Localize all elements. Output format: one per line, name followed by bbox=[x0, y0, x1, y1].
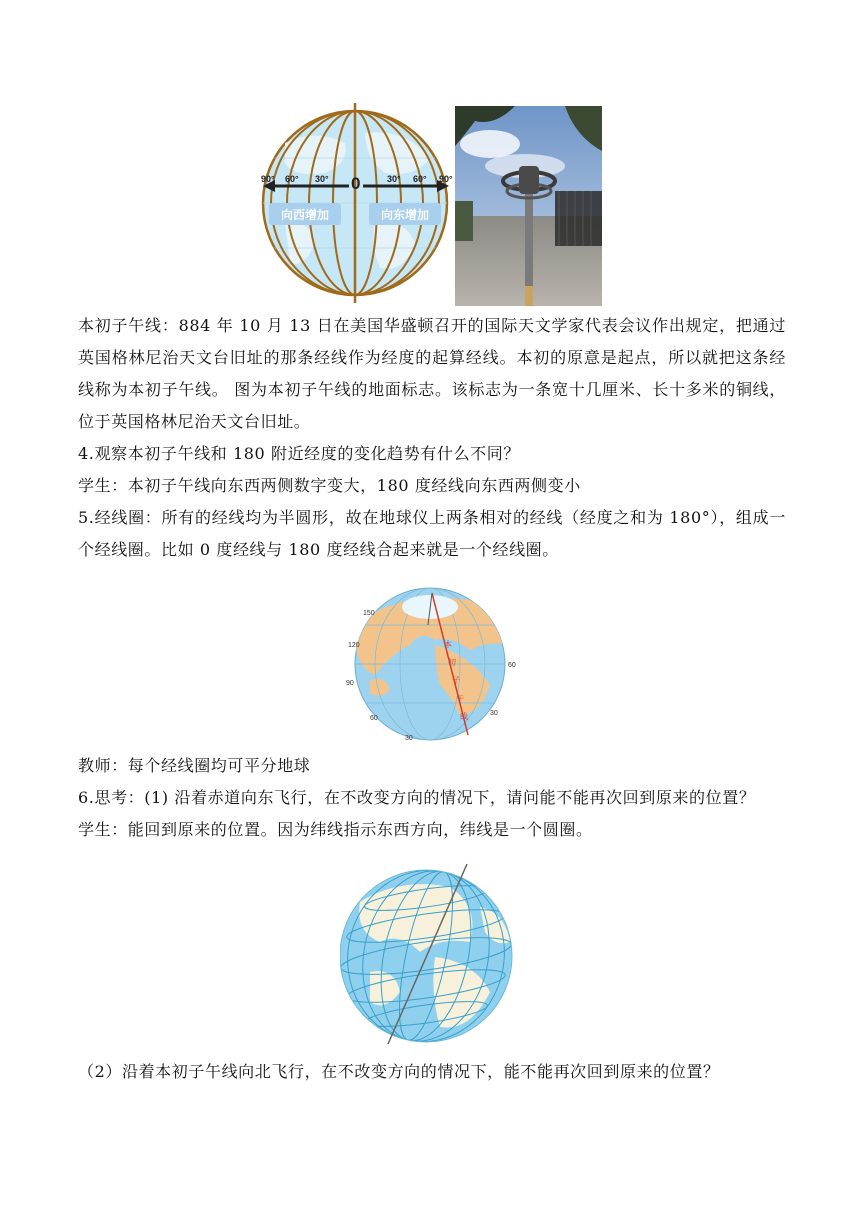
tick-east-60: 60° bbox=[413, 174, 427, 184]
meridian-char-2: 初 bbox=[448, 658, 456, 667]
tick-30-east: 30 bbox=[490, 710, 498, 717]
tick-east-90: 90° bbox=[439, 174, 453, 184]
meridian-circle-globe-svg bbox=[340, 585, 520, 743]
prime-meridian-paragraph: 本初子午线：884 年 10 月 13 日在美国华盛顿召开的国际天文学家代表会议作出规定，把通过英国格林尼治天文台旧址的那条经线作为经度的起算经线。本初的原意是起点，所以就把这条经线称为本初子午线。 图为本初子午线的地面标志。该标志为一条宽十几厘米、长十多米的铜线，位于英国格林尼治天文台旧址。 bbox=[78, 316, 786, 431]
graticule-globe-figure bbox=[340, 862, 520, 1044]
tick-west-90: 90° bbox=[261, 174, 275, 184]
tick-30-west: 30 bbox=[405, 735, 413, 742]
zero-label: 0 bbox=[351, 174, 361, 193]
teacher-statement: 教师：每个经线圈均可平分地球 bbox=[78, 756, 311, 775]
longitude-globe-figure bbox=[255, 103, 455, 303]
west-increase-label: 向西增加 bbox=[280, 208, 330, 222]
meridian-char-5: 线 bbox=[460, 712, 468, 721]
answer-6: 学生：能回到原来的位置。因为纬线指示东西方向，纬线是一个圆圈。 bbox=[78, 820, 593, 839]
greenwich-marker-photo bbox=[455, 106, 602, 306]
meridian-char-4: 午 bbox=[456, 694, 464, 703]
graticule-globe-svg bbox=[340, 862, 520, 1044]
tick-150: 150 bbox=[363, 610, 375, 617]
tick-60-west: 60 bbox=[370, 715, 378, 722]
question-6: 6.思考：(1) 沿着赤道向东飞行，在不改变方向的情况下，请问能不能再次回到原来的位置？ bbox=[78, 788, 756, 807]
tick-120: 120 bbox=[348, 642, 360, 649]
tick-90: 90 bbox=[346, 680, 354, 687]
east-increase-label: 向东增加 bbox=[380, 208, 430, 222]
question-4: 4.观察本初子午线和 180 附近经度的变化趋势有什么不同？ bbox=[78, 444, 520, 463]
greenwich-photo-svg bbox=[455, 106, 602, 306]
meridian-circle-paragraph: 5.经线圈：所有的经线均为半圆形，故在地球仪上两条相对的经线（经度之和为 180°），组成一个经线圈。比如 0 度经线与 180 度经线合起来就是一个经线圈。 bbox=[78, 508, 786, 559]
longitude-globe-svg bbox=[255, 103, 455, 303]
meridian-char-3: 子 bbox=[452, 676, 460, 685]
tick-east-30: 30° bbox=[387, 174, 401, 184]
question-6-part-2: （2）沿着本初子午线向北飞行，在不改变方向的情况下，能不能再次回到原来的位置？ bbox=[78, 1062, 720, 1081]
tick-west-30: 30° bbox=[315, 174, 329, 184]
meridian-circle-globe-figure bbox=[340, 585, 520, 743]
answer-4: 学生：本初子午线向东西两侧数字变大，180 度经线向东西两侧变小 bbox=[78, 476, 581, 495]
tick-west-60: 60° bbox=[285, 174, 299, 184]
meridian-char-1: 本 bbox=[444, 640, 452, 649]
tick-60-east: 60 bbox=[508, 662, 516, 669]
